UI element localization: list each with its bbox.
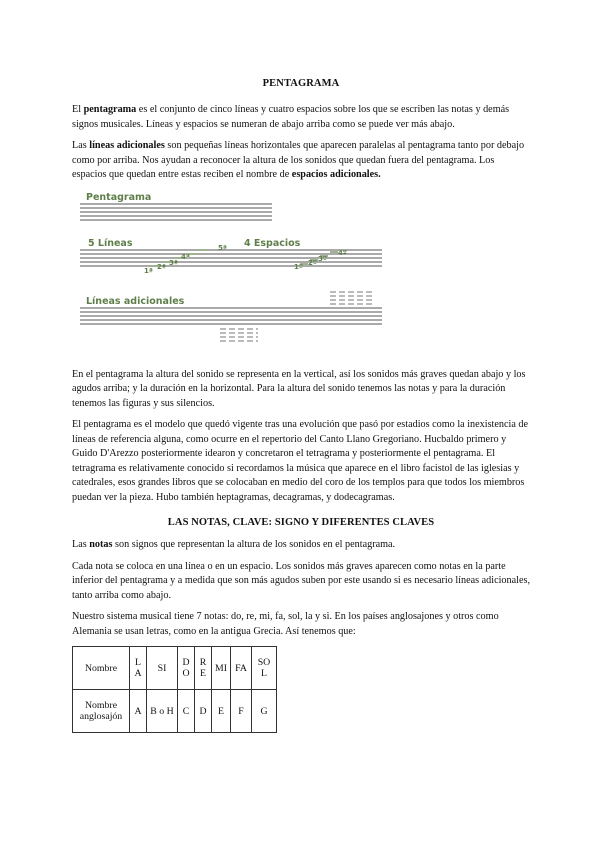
table-cell: R E xyxy=(195,647,212,690)
label-pentagrama: Pentagrama xyxy=(86,191,152,203)
line-number-2: 2ª xyxy=(157,262,166,271)
staff-diagram xyxy=(72,190,530,360)
table-row xyxy=(73,690,277,733)
notes-table xyxy=(72,646,277,733)
section-title: LAS NOTAS, CLAVE: SIGNO Y DIFERENTES CLAVES xyxy=(167,517,435,528)
line-number-1: 1ª xyxy=(144,266,153,275)
space-number-1: 1º xyxy=(294,262,303,271)
paragraph-historia: El pentagrama es el modelo que quedó vigente tras una evolución que pasó por estadios como la inexistencia de líneas de referencia alguna, como ocurre en el repertorio del Canto Llano Gregoriano. Hucbaldo primero y Guido D'Arezzo posteriormente idearon y concretaron el tetragrama y posteriormente el pentagrama. El tetragrama es relativamente conocido si recordamos la música que aparece en el libro facistol de las iglesias y catedrales, esos grandes libros que se colocaban en medio del coro de los templos para que todos los miembros puedan ver la pieza. Hubo también heptagramas, decagramas, y dodecagramas. xyxy=(72,419,529,503)
table-cell: Nombre xyxy=(73,647,130,690)
table-cell: MI xyxy=(212,647,231,690)
space-number-3: 3º xyxy=(318,254,327,263)
label-5-lineas: 5 Líneas xyxy=(88,237,133,249)
table-cell: FA xyxy=(231,647,252,690)
table-cell: F xyxy=(231,690,252,733)
space-number-4: 4º xyxy=(338,248,347,257)
page-title: PENTAGRAMA xyxy=(262,78,340,89)
table-cell: B o H xyxy=(147,690,178,733)
document-page xyxy=(72,78,530,733)
space-number-2: 2º xyxy=(308,258,317,267)
line-number-3: 3ª xyxy=(169,258,178,267)
table-row xyxy=(73,647,277,690)
table-cell: G xyxy=(252,690,277,733)
paragraph-altura: En el pentagrama la altura del sonido se representa en la vertical, así los sonidos más graves quedan abajo y los agudos arriba; y la duración en la horizontal. Para la altura del sonido tenemos las notas y para la duración tenemos las figuras y sus silencios. xyxy=(72,368,526,409)
line-number-5: 5ª xyxy=(218,243,227,252)
paragraph-lineas-adicionales: Las líneas adicionales son pequeñas líneas horizontales que aparecen paralelas al pentagrama tanto por debajo como por arriba. Nos ayudan a reconocer la altura de los sonidos que quedan fuera del pentagrama. Los espacios que quedan entre estas reciben el nombre de espacios adicionales. xyxy=(72,140,525,180)
table-cell: SI xyxy=(147,647,178,690)
paragraph-sistema: Nuestro sistema musical tiene 7 notas: do, re, mi, fa, sol, la y si. En los países anglosajones y otros como Alemania se usan letras, como en la antigua Grecia. Así tenemos que: xyxy=(72,611,499,637)
table-cell: A xyxy=(130,690,147,733)
table-cell: D xyxy=(195,690,212,733)
table-cell: E xyxy=(212,690,231,733)
table-cell: SO L xyxy=(252,647,277,690)
table-cell: Nombre anglosajón xyxy=(73,690,130,733)
staff-figure xyxy=(72,190,530,360)
line-number-4: 4ª xyxy=(181,252,190,261)
table-cell: L A xyxy=(130,647,147,690)
label-4-espacios: 4 Espacios xyxy=(244,237,301,249)
paragraph-notas: Las notas son signos que representan la altura de los sonidos en el pentagrama. xyxy=(72,539,396,550)
table-cell: C xyxy=(178,690,195,733)
label-lineas-adicionales: Líneas adicionales xyxy=(86,295,185,307)
table-cell: D O xyxy=(178,647,195,690)
paragraph-colocacion: Cada nota se coloca en una línea o en un espacio. Los sonidos más graves aparecen como notas en la parte inferior del pentagrama y a medida que son más agudos suben por este usando si es necesario líneas adicionales, tanto arriba como abajo. xyxy=(72,560,531,601)
paragraph-pentagrama: El pentagrama es el conjunto de cinco líneas y cuatro espacios sobre los que se escriben las notas y demás signos musicales. Líneas y espacios se numeran de abajo arriba como se puede ver más abajo. xyxy=(72,104,510,130)
